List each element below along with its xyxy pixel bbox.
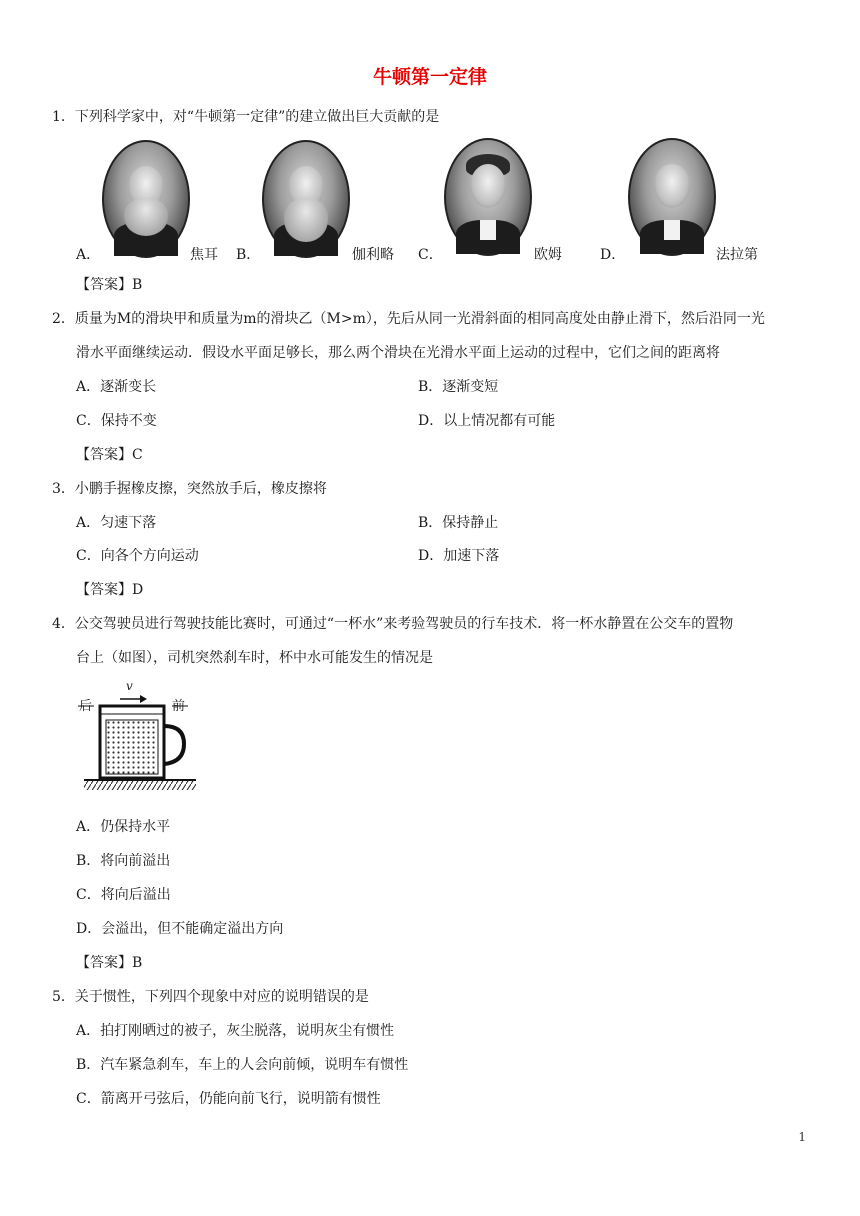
q4-option-d: D．会溢出，但不能确定溢出方向 xyxy=(76,921,284,937)
page-number: 1 xyxy=(798,1130,806,1144)
question-5-stem: 5．关于惯性，下列四个现象中对应的说明错误的是 xyxy=(52,989,369,1005)
question-4-stem-line1: 4．公交驾驶员进行驾驶技能比赛时，可通过“一杯水”来考验驾驶员的行车技术．将一杯水静置在公交车的置物 xyxy=(52,616,734,632)
q2-option-b: B．逐渐变短 xyxy=(418,379,499,395)
joule-portrait-image xyxy=(102,140,190,258)
q5-option-c: C．箭离开弓弦后，仍能向前飞行，说明箭有惯性 xyxy=(76,1091,381,1107)
q3-option-d: D．加速下落 xyxy=(418,548,500,564)
q1-option-c-letter: C． xyxy=(418,247,443,263)
q1-answer: 【答案】B xyxy=(76,277,143,293)
q1-option-d-letter: D． xyxy=(600,247,626,263)
q1-option-b-name: 伽利略 xyxy=(352,247,394,263)
q1-option-b-letter: B． xyxy=(236,247,261,263)
q5-option-a: A．拍打刚晒过的被子，灰尘脱落，说明灰尘有惯性 xyxy=(76,1023,395,1039)
q2-option-c: C．保持不变 xyxy=(76,413,157,429)
q2-option-a: A．逐渐变长 xyxy=(76,379,157,395)
q3-option-b: B．保持静止 xyxy=(418,515,499,531)
q3-answer: 【答案】D xyxy=(76,582,144,598)
q2-option-d: D．以上情况都有可能 xyxy=(418,413,556,429)
q1-option-c-name: 欧姆 xyxy=(534,247,562,263)
cup-on-bus-figure xyxy=(76,680,198,798)
velocity-label: v xyxy=(126,679,133,693)
water-surface xyxy=(106,720,158,774)
q2-answer: 【答案】C xyxy=(76,447,143,463)
back-label: 后 xyxy=(79,699,93,714)
q3-option-c: C．向各个方向运动 xyxy=(76,548,199,564)
page-title: 牛顿第一定律 xyxy=(372,66,487,88)
q4-option-c: C．将向后溢出 xyxy=(76,887,171,903)
q4-option-b: B．将向前溢出 xyxy=(76,853,171,869)
q5-option-b: B．汽车紧急刹车，车上的人会向前倾，说明车有惯性 xyxy=(76,1057,409,1073)
q4-option-a: A．仍保持水平 xyxy=(76,819,171,835)
galileo-portrait-image xyxy=(262,140,350,258)
ohm-portrait-image xyxy=(444,138,532,256)
q3-option-a: A．匀速下落 xyxy=(76,515,157,531)
question-2-stem-line1: 2．质量为M的滑块甲和质量为m的滑块乙（M>m），先后从同一光滑斜面的相同高度处由静止滑下，然后沿同一光 xyxy=(52,311,765,327)
q4-answer: 【答案】B xyxy=(76,955,143,971)
question-4-stem-line2: 台上（如图），司机突然刹车时，杯中水可能发生的情况是 xyxy=(76,650,433,666)
faraday-portrait-image xyxy=(628,138,716,256)
q1-option-d-name: 法拉第 xyxy=(716,247,758,263)
question-3-stem: 3．小鹏手握橡皮擦，突然放手后，橡皮擦将 xyxy=(52,481,327,497)
q1-option-a-name: 焦耳 xyxy=(190,247,218,263)
front-label: 前 xyxy=(172,699,186,714)
question-1-stem: 1．下列科学家中，对“牛顿第一定律”的建立做出巨大贡献的是 xyxy=(52,109,440,125)
question-2-stem-line2: 滑水平面继续运动．假设水平面足够长，那么两个滑块在光滑水平面上运动的过程中，它们之间的距离将 xyxy=(76,345,720,361)
q1-option-a-letter: A． xyxy=(76,247,101,263)
